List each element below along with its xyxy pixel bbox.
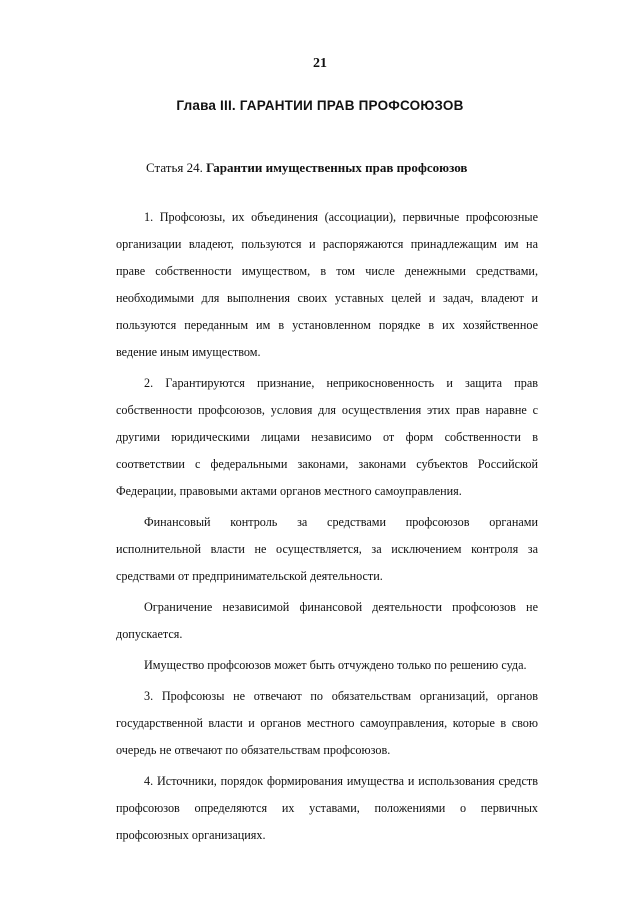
chapter-title: Глава III. ГАРАНТИИ ПРАВ ПРОФСОЮЗОВ xyxy=(176,98,464,113)
paragraph-financial-control: Финансовый контроль за средствами профсоюзов органами исполнительной власти не осуществляется, за исключением контроля за средствами от предпринимательской деятельности. xyxy=(116,515,538,583)
paragraph-restriction: Ограничение независимой финансовой деятельности профсоюзов не допускается. xyxy=(116,600,538,641)
paragraph-3: 3. Профсоюзы не отвечают по обязательствам организаций, органов государственной власти и органов местного самоуправления, которые в свою очередь не отвечают по обязательствам профсоюзов. xyxy=(116,689,538,757)
article-body xyxy=(116,204,538,853)
article-title xyxy=(146,160,467,176)
page-number: 21 xyxy=(313,56,327,71)
paragraph-1: 1. Профсоюзы, их объединения (ассоциации), первичные профсоюзные организации владеют, пользуются и распоряжаются принадлежащим им на праве собственности имуществом, в том числе денежными средствами, необходимыми для выполнения своих уставных целей и задач, владеют и пользуются переданным им в установленном порядке в их хозяйственное ведение иным имуществом. xyxy=(116,210,538,359)
paragraph-4: 4. Источники, порядок формирования имущества и использования средств профсоюзов определяются их уставами, положениями о первичных профсоюзных организациях. xyxy=(116,774,538,842)
paragraph-alienation: Имущество профсоюзов может быть отчуждено только по решению суда. xyxy=(144,658,527,672)
paragraph-2: 2. Гарантируются признание, неприкосновенность и защита прав собственности профсоюзов, условия для осуществления этих прав наравне с другими юридическими лицами независимо от форм собственности в соответствии с федеральными законами, законами субъектов Российской Федерации, правовыми актами органов местного самоуправления. xyxy=(116,376,538,498)
article-label: Статья 24. xyxy=(146,160,203,175)
article-name: Гарантии имущественных прав профсоюзов xyxy=(206,160,468,175)
